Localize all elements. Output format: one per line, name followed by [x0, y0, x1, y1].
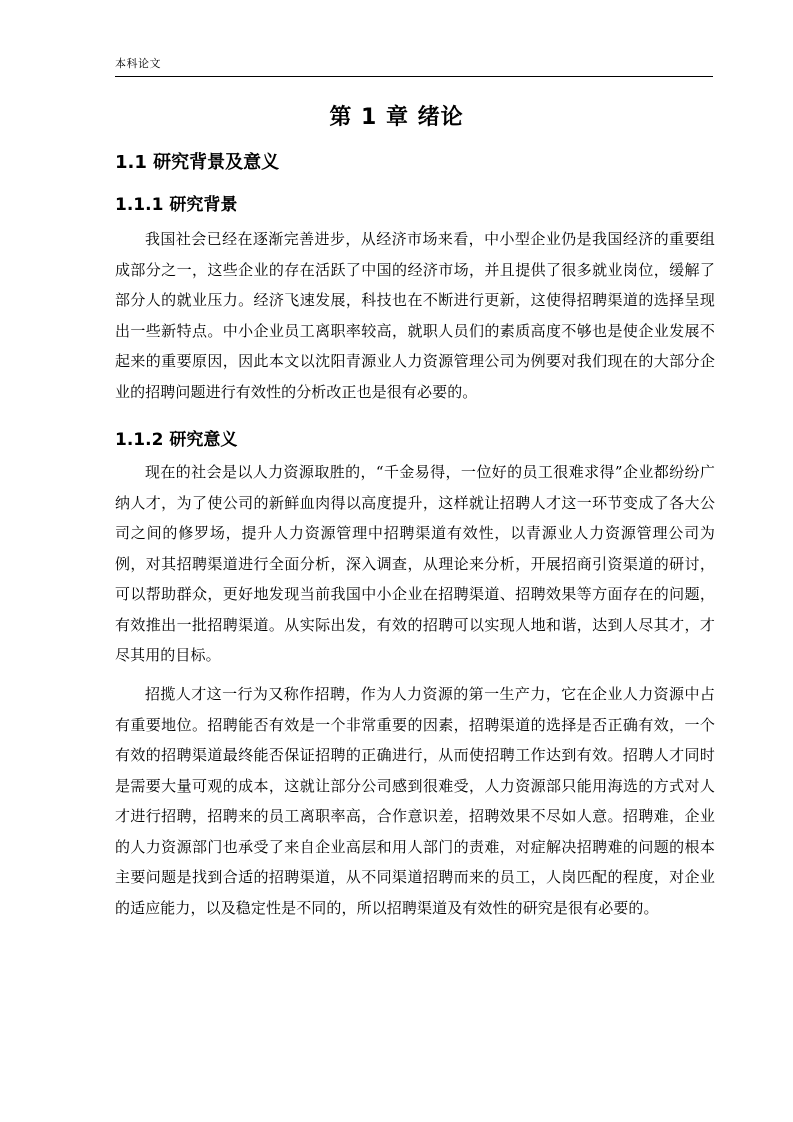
paragraph-research-significance-1: 现在的社会是以人力资源取胜的，“千金易得，一位好的员工很难求得”企业都纷纷广纳人才，为了使公司的新鲜血肉得以高度提升，这样就让招聘人才这一环节变成了各大公司之间的修罗场，提升人力资源管理中招聘渠道有效性，以青源业人力资源管理公司为例，对其招聘渠道进行全面分析，深入调查，从理论来分析，开展招商引资渠道的研讨，可以帮助群众，更好地发现当前我国中小企业在招聘渠道、招聘效果等方面存在的问题，有效推出一批招聘渠道。从实际出发，有效的招聘可以实现人地和谐，达到人尽其才，才尽其用的目标。 [115, 463, 715, 664]
paragraph-research-significance-2: 招揽人才这一行为又称作招聘，作为人力资源的第一生产力，它在企业人力资源中占有重要地位。招聘能否有效是一个非常重要的因素，招聘渠道的选择是否正确有效，一个有效的招聘渠道最终能否保证招聘的正确进行，从而使招聘工作达到有效。招聘人才同时是需要大量可观的成本，这就让部分公司感到很难受，人力资源部只能用海选的方式对人才进行招聘，招聘来的员工离职率高，合作意识差，招聘效果不尽如人意。招聘难，企业的人力资源部门也承受了来自企业高层和用人部门的责难，对症解决招聘难的问题的根本主要问题是找到合适的招聘渠道，从不同渠道招聘而来的员工，人岗匹配的程度，对企业的适应能力，以及稳定性是不同的，所以招聘渠道及有效性的研究是很有必要的。 [115, 685, 715, 917]
subsection-heading-1-1-1: 1.1.1 研究背景 [115, 195, 238, 215]
section-heading-1-1: 1.1 研究背景及意义 [115, 152, 280, 173]
header-divider [115, 76, 713, 77]
running-header: 本科论文 [115, 57, 161, 70]
paragraph-research-background: 我国社会已经在逐渐完善进步，从经济市场来看，中小型企业仍是我国经济的重要组成部分之一，这些企业的存在活跃了中国的经济市场，并且提供了很多就业岗位，缓解了部分人的就业压力。经济飞速发展，科技也在不断进行更新，这使得招聘渠道的选择呈现出一些新特点。中小企业员工离职率较高，就职人员们的素质高度不够也是使企业发展不起来的重要原因，因此本文以沈阳青源业人力资源管理公司为例要对我们现在的大部分企业的招聘问题进行有效性的分析改正也是很有必要的。 [115, 230, 715, 401]
subsection-heading-1-1-2: 1.1.2 研究意义 [115, 430, 238, 450]
chapter-title: 第 1 章 绪论 [329, 105, 464, 130]
